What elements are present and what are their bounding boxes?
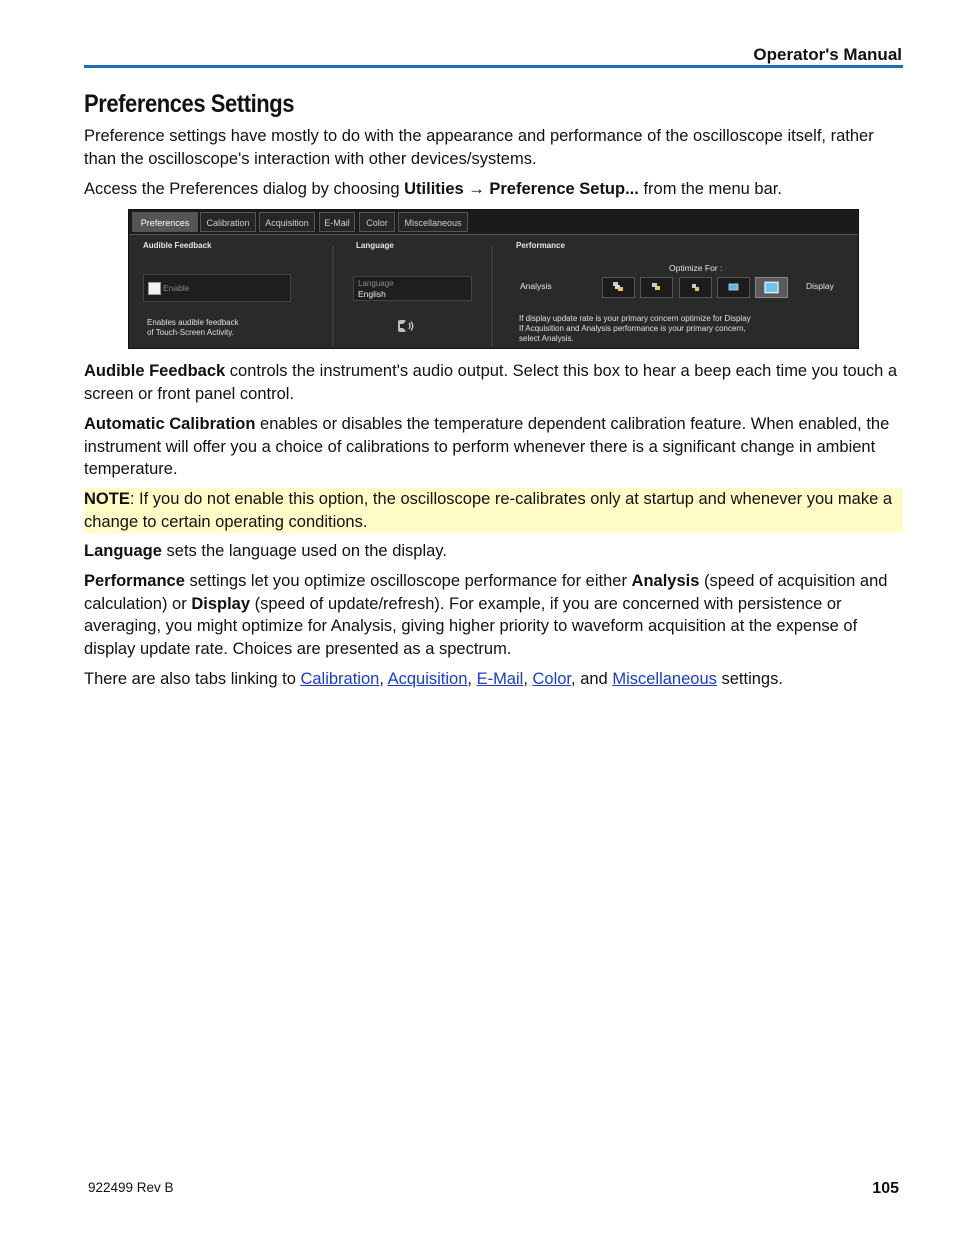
- email-link[interactable]: E-Mail: [476, 670, 524, 688]
- links-suffix: settings.: [716, 670, 783, 688]
- perf-desc-line: select Analysis.: [519, 334, 574, 343]
- optimize-level-2-button[interactable]: [640, 277, 673, 298]
- access-text: Access the Preferences dialog by choosing: [84, 180, 405, 198]
- note-text: : If you do not enable this option, the oscilloscope re-calibrates only at startup and whenever you make a change to certain operating conditions.: [84, 490, 893, 531]
- feedback-desc-line: of Touch-Screen Activity.: [147, 328, 234, 337]
- acquisition-link[interactable]: Acquisition: [387, 670, 468, 688]
- tab-color[interactable]: Color: [359, 212, 395, 232]
- language-value: English: [358, 289, 386, 299]
- links-prefix: There are also tabs linking to: [84, 670, 301, 688]
- feedback-desc-line: Enables audible feedback: [147, 318, 239, 327]
- tab-calibration[interactable]: Calibration: [200, 212, 256, 232]
- optimize-for-label: Optimize For :: [669, 263, 723, 273]
- miscellaneous-link[interactable]: Miscellaneous: [612, 670, 717, 688]
- header-title: Operator's Manual: [753, 45, 902, 64]
- separator: ,: [379, 670, 388, 688]
- performance-paragraph: [84, 570, 902, 660]
- calibration-link[interactable]: Calibration: [300, 670, 380, 688]
- tabs-links-paragraph: [84, 668, 902, 691]
- document-code: 922499 Rev B: [88, 1180, 174, 1195]
- analysis-high-icon: [651, 282, 662, 292]
- performance-title: Performance: [516, 241, 565, 250]
- definition: controls the instrument's audio output. Select this box to hear a beep each time you touch a screen or front panel control.: [84, 362, 898, 403]
- intro-paragraph: Preference settings have mostly to do with the appearance and performance of the oscilloscope itself, rather than the oscilloscope's interaction with other devices/systems.: [84, 127, 874, 168]
- enable-label: Enable: [163, 283, 190, 293]
- note-box: [84, 488, 903, 533]
- language-paragraph: [84, 540, 902, 563]
- tab-email[interactable]: E-Mail: [319, 212, 355, 232]
- header-rule: [84, 65, 903, 68]
- enable-checkbox-control[interactable]: [143, 274, 291, 302]
- speaker-icon: [397, 319, 417, 333]
- term: Automatic Calibration: [84, 415, 256, 433]
- display-high-icon: [728, 282, 739, 292]
- optimize-level-4-button[interactable]: [717, 277, 750, 298]
- access-suffix: from the menu bar.: [638, 180, 782, 198]
- tab-preferences[interactable]: Preferences: [132, 212, 198, 232]
- separator: ,: [467, 670, 477, 688]
- display-label: Display: [806, 281, 834, 291]
- language-select[interactable]: [353, 276, 472, 301]
- definition: enables or disables the temperature dependent calibration feature. When enabled, the instrument will offer you a choice of calibrations to perform whenever there is a significant change in ambient temperature.: [84, 415, 890, 478]
- color-link[interactable]: Color: [532, 670, 572, 688]
- definition: (speed of update/refresh). For example, if you are concerned with persistence or averaging, you might optimize for Analysis, giving higher priority to waveform acquisition at the expense of display update rate. Choices are presented as a spectrum.: [84, 594, 858, 658]
- enable-checkbox[interactable]: [148, 282, 161, 295]
- language-title: Language: [356, 241, 394, 250]
- balanced-icon: [690, 282, 701, 292]
- definition: sets the language used on the display.: [161, 542, 447, 560]
- audible-feedback-title: Audible Feedback: [143, 241, 212, 250]
- page-title: Preferences Settings: [84, 90, 295, 118]
- analysis-label: Analysis: [520, 281, 552, 291]
- automatic-calibration-paragraph: [84, 413, 902, 481]
- term: Language: [84, 542, 162, 560]
- definition: settings let you optimize oscilloscope performance for either: [184, 572, 632, 590]
- definition: (speed of acquisition and calculation) or: [84, 572, 888, 613]
- term: Audible Feedback: [84, 362, 226, 380]
- preferences-dialog: [128, 209, 859, 349]
- language-field-label: Language: [358, 279, 394, 288]
- optimize-level-3-button[interactable]: [679, 277, 712, 298]
- access-paragraph: [84, 178, 902, 201]
- analysis-max-icon: [613, 282, 624, 292]
- tab-acquisition[interactable]: Acquisition: [259, 212, 315, 232]
- perf-desc-line: If Acquisition and Analysis performance is your primary concern,: [519, 324, 746, 333]
- separator: ,: [523, 670, 533, 688]
- section-divider: [491, 246, 493, 346]
- separator: , and: [571, 670, 613, 688]
- section-divider: [332, 246, 334, 346]
- tab-miscellaneous[interactable]: Miscellaneous: [398, 212, 468, 232]
- page-number: 105: [872, 1180, 899, 1197]
- note-label: NOTE: [84, 490, 130, 508]
- term: Display: [191, 594, 251, 613]
- audible-feedback-paragraph: [84, 360, 902, 405]
- display-max-icon: [764, 281, 779, 294]
- optimize-level-5-button[interactable]: [755, 277, 788, 298]
- menu-path: Utilities → Preference Setup...: [404, 180, 639, 198]
- perf-desc-line: If display update rate is your primary concern optimize for Display: [519, 314, 751, 323]
- optimize-level-1-button[interactable]: [602, 277, 635, 298]
- term: Analysis: [631, 572, 700, 590]
- term: Performance: [84, 572, 185, 590]
- audible-feedback-description: [147, 318, 239, 338]
- performance-description: [519, 314, 751, 344]
- dialog-tab-bar: [129, 210, 858, 235]
